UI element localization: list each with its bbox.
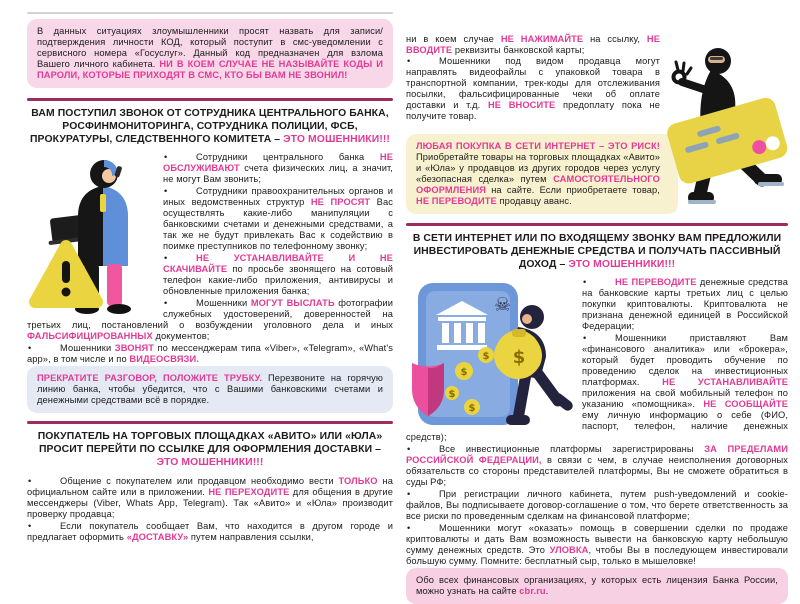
bullet-marker: • [407, 444, 411, 455]
highlight-segment: НЕ НАЖИМАЙТЕ [500, 34, 584, 44]
bullet-item [406, 523, 788, 567]
highlight-segment: НЕ ОБСЛУЖИВАЮТ [163, 152, 393, 174]
bullet-marker: • [407, 523, 411, 534]
page-top-rule [27, 12, 393, 14]
highlight-segment: ЗА ПРЕДЕЛАМИ РОССИЙСКОЙ ФЕДЕРАЦИИ, [406, 444, 788, 466]
text-segment: Мошенники приставляют Вам «финансового аналитика» или «брокера», который будет проводить обучение по проведению сделок на инвестиционных платформах. [582, 333, 788, 388]
marketplace-section-title [29, 431, 391, 469]
internet-purchase-risk-box [406, 134, 678, 214]
highlight-segment: ЭТО МОШЕННИКИ!!! [283, 133, 390, 145]
highlight-segment: ТОЛЬКО [338, 475, 378, 486]
highlight-segment: ЗВОНЯТ [114, 343, 155, 354]
text-segment: по мессенджерам типа «Viber», «Telegram», «What's app», в том числе и по [27, 343, 393, 365]
left-page-column [27, 0, 393, 544]
bullet-item [27, 343, 393, 365]
bank-call-section-body [27, 152, 393, 365]
card-thief-illustration [666, 36, 788, 208]
highlight-segment: НЕ УСТАНАВЛИВАЙТЕ И НЕ СКАЧИВАЙТЕ [163, 253, 393, 275]
marketplace-continued-body [406, 0, 788, 134]
investment-section-title [408, 233, 786, 271]
bullet-item [406, 444, 788, 488]
highlight-segment: НЕ ВНОСИТЕ [487, 100, 556, 110]
highlight-segment: ЛЮБАЯ ПОКУПКА В СЕТИ ИНТЕРНЕТ – ЭТО РИСК! [416, 141, 660, 151]
text-segment: Мошенники [196, 298, 251, 309]
bullet-marker: • [164, 253, 168, 264]
highlight-segment: САМОСТОЯТЕЛЬНОГО ОФОРМЛЕНИЯ [416, 174, 660, 195]
bullet-item [406, 489, 788, 522]
split-hacker-illustration [27, 154, 155, 316]
text-segment: При регистрации личного кабинета, путем push-уведомлений и cookie-файлов, Вы подписываете договор-соглашение о том, что берете ответственность за все риски по проведенным сделкам на финансовой платформе; [406, 489, 788, 522]
marketplace-bullet-list [27, 476, 393, 543]
highlight-segment: ВИДЕОСВЯЗИ. [129, 354, 199, 365]
highlight-segment: ЭТО МОШЕННИКИ!!! [568, 258, 676, 270]
svg-text:$: $ [512, 347, 526, 369]
bullet-item [27, 521, 393, 543]
text-segment: в связи с чем, в случае неисполнения договорных обязательств со стороны представителей платформы, Вы не сможете обратиться в суды РФ; [406, 455, 788, 488]
highlight-segment: НЕ ПЕРЕВОДИТЕ [416, 196, 497, 206]
text-segment: Сотрудники правоохранительных органов и иных ведомственных структур [163, 186, 393, 208]
highlight-segment: «ДОСТАВКУ» [126, 531, 189, 542]
bullet-marker: • [583, 277, 587, 288]
svg-text:$: $ [448, 389, 456, 401]
text-segment: ни в коем случае [406, 34, 501, 44]
hang-up-advice-box [27, 366, 393, 413]
text-segment: для общения в другие мессенджеры (Viber, Whats App, Telegram). Так «Авито» и «Юла» производит проверку продавца; [27, 486, 393, 519]
credit-card-icon [666, 95, 788, 185]
text-segment: фотографии служебных удостоверений, доверенностей на третьих лиц, постановлений о возбуждении уголовного дела и иных [27, 298, 393, 331]
bullet-item [27, 476, 393, 520]
cbr-site-link[interactable]: cbr.ru [519, 586, 546, 597]
crypto-scam-illustration [406, 279, 574, 429]
section-divider [406, 223, 788, 226]
text-segment: Приобретайте товары на торговых площадках «Авито» и «Юла» у продавцов из других городов через услугу «безопасная сделка» путем [416, 152, 660, 184]
text-segment: продавцу аванс. [496, 196, 572, 206]
bullet-marker: • [407, 56, 411, 66]
highlight-segment: НЕ ПРОСЯТ [310, 197, 371, 208]
bullet-marker: • [407, 489, 411, 500]
highlight-segment: НЕ ПЕРЕВОДИТЕ [615, 277, 697, 288]
highlight-segment: НИ В КОЕМ СЛУЧАЕ НЕ НАЗЫВАЙТЕ КОДЫ И ПАРОЛИ, КОТОРЫЕ ПРИХОДЯТ В СМС, КТО БЫ ВАМ НЕ ЗВОНИЛ! [37, 59, 383, 80]
bullet-marker: • [583, 333, 587, 344]
bullet-marker: • [28, 475, 32, 486]
text-segment: Мошенники под видом продавца могут направлять видеофайлы с упаковкой товара в транспортной компании, трек-коды для отслеживания посылки, фальсифицированные чеки об оплате доставки и т.д. [406, 56, 660, 110]
text-segment: Вас осуществлять какие-либо манипуляции с банковскими счетами и денежными средствами, а так же не будут привлекать Вас к содействию в поимке преступников по телефонному звонку; [163, 197, 393, 252]
investment-section-body [406, 277, 788, 567]
text-segment: денежные средства на банковские карты третьих лиц с целью покупки криптовалюты. Криптовалюта не признана денежной единицей в Российской Федерации; [582, 277, 788, 332]
bullet-marker: • [164, 298, 168, 309]
bank-call-section-title [29, 108, 391, 146]
svg-text:$: $ [468, 403, 476, 415]
highlight-segment: МОГУТ ВЫСЛАТЬ [250, 298, 335, 309]
right-page-column [406, 0, 788, 604]
text-segment: Все инвестиционные платформы зарегистрированы [439, 444, 705, 455]
text-segment: ВАМ ПОСТУПИЛ ЗВОНОК ОТ СОТРУДНИКА ЦЕНТРАЛЬНОГО БАНКА, РОСФИНМОНИТОРИНГА, СОТРУДНИКА ПОЛИЦИИ, ФСБ, ПРОКУРАТУРЫ, СЛЕДСТВЕННОГО КОМИТЕТА – [29, 108, 389, 145]
cbr-license-info-box [406, 568, 788, 604]
highlight-segment: ФАЛЬСИФИЦИРОВАННЫХ [27, 331, 153, 342]
bullet-marker: • [164, 152, 168, 163]
text-segment: . [545, 586, 549, 597]
svg-text:$: $ [460, 367, 468, 379]
text-segment: документов; [152, 331, 210, 342]
text-segment: ему личную информацию о себе (ФИО, паспорт, телефон, наличие денежных средств); [406, 410, 788, 443]
text-segment: Обо всех финансовых организациях, у которых есть лицензия Банка России, можно узнать на сайте [416, 575, 778, 597]
text-segment: реквизиты банковской карты; [452, 45, 585, 55]
text-segment: Если покупатель сообщает Вам, что находится в другом городе и предлагает оформить [27, 520, 393, 542]
text-segment: по просьбе звонящего на сотовый телефон какие-либо приложения, антивирусы и обновленные приложения банка; [163, 264, 393, 297]
gosuslugi-code-warning-box [27, 19, 393, 88]
highlight-segment: НЕ ПЕРЕХОДИТЕ [208, 486, 290, 497]
text-segment: Мошенники могут «оказать» помощь в совершении сделки по продаже криптовалюты и дать Вам возможность вывести на банковскую карту небольшую сумму денежных средств. Это [406, 523, 788, 556]
text-segment: на сайте. Если приобретаете товар, [486, 185, 660, 195]
text-segment: приложения на свой мобильный телефон по указанию «помощника». [582, 388, 788, 410]
bullet-marker: • [28, 520, 32, 531]
text-segment: В данных ситуациях злоумышленники просят назвать для записи/подтверждения личности КОД, который поступит в смс-уведомлении с сервисного номера «Госуслуг». Данный код предназначен для взлома Вашего личного кабинета. [37, 26, 383, 69]
highlight-segment: НЕ СООБЩАЙТЕ [703, 399, 788, 410]
text-segment: предоплату пока не получите товар. [406, 100, 660, 121]
text-segment: Общение с покупателем или продавцом необходимо вести [60, 475, 339, 486]
text-segment: Мошенники [60, 343, 115, 354]
text-segment: на официальном сайте или в приложении. [27, 475, 393, 497]
section-divider [27, 421, 393, 424]
text-segment: ПОКУПАТЕЛЬ НА ТОРГОВЫХ ПЛОЩАДКАХ «АВИТО» ИЛИ «ЮЛА» ПРОСИТ ПЕРЕЙТИ ПО ССЫЛКЕ ДЛЯ ОФОРМЛЕНИЯ ДОСТАВКИ – [37, 431, 383, 456]
text-segment: на ссылку, [583, 34, 647, 44]
section-divider [27, 98, 393, 101]
skull-icon: ☠ [494, 294, 512, 317]
highlight-segment: НЕ ВВОДИТЕ [406, 34, 660, 55]
highlight-segment: НЕ УСТАНАВЛИВАЙТЕ [662, 377, 788, 388]
bullet-marker: • [164, 186, 168, 197]
text-segment: , чтобы Вы в последующем инвестировали большую сумму. Помните: бесплатный сыр, только в мышеловке! [406, 545, 789, 567]
highlight-segment: ЭТО МОШЕННИКИ!!! [156, 456, 264, 468]
highlight-segment: ПРЕКРАТИТЕ РАЗГОВОР, ПОЛОЖИТЕ ТРУБКУ. [37, 373, 263, 384]
text-segment: счета физических лиц, а значит, не могут Вам звонить; [163, 163, 393, 185]
bullet-marker: • [28, 343, 32, 354]
text-segment: путем направления ссылки, [188, 531, 314, 542]
text-segment: В СЕТИ ИНТЕРНЕТ ИЛИ ПО ВХОДЯЩЕМУ ЗВОНКУ ВАМ ПРЕДЛОЖИЛИ ИНВЕСТИРОВАТЬ ДЕНЕЖНЫЕ СРЕДСТВА И ПОЛУЧАТЬ ПАССИВНЫЙ ДОХОД – [412, 233, 782, 270]
text-segment: Сотрудники центрального банка [196, 152, 380, 163]
text-segment: Перезвоните на горячую линию банка, чтобы убедится, что с Вашими банковскими счетами и денежными средствами всё в порядке. [37, 373, 383, 406]
highlight-segment: УЛОВКА [549, 545, 589, 556]
svg-text:$: $ [482, 351, 490, 363]
